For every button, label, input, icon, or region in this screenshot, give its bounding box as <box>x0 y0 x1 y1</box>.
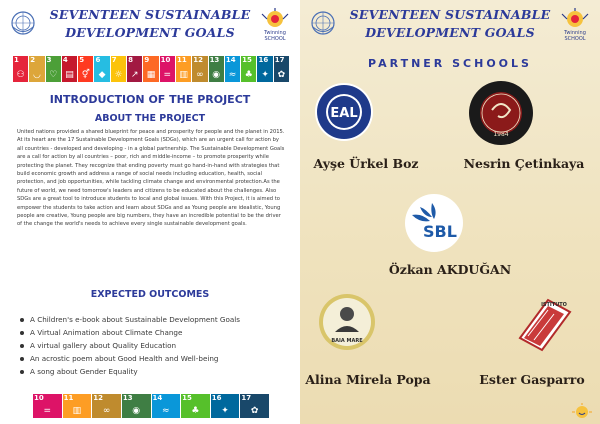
school2-logo-year: 1984 <box>493 131 509 138</box>
sdg-number: 4 <box>62 56 68 64</box>
heartbeat-icon: ♡ <box>49 70 58 80</box>
istituto-books-logo-icon <box>514 292 576 354</box>
list-item <box>20 352 290 365</box>
city-icon: ▥ <box>72 406 82 416</box>
etwinning-logo-icon <box>560 8 590 40</box>
sdg-number: 17 <box>241 394 252 402</box>
sdg-number: 17 <box>274 56 285 64</box>
partner-logo-caption: Twinning SCHOOL <box>264 30 286 42</box>
sdg-5-tile <box>78 56 93 82</box>
list-item <box>20 365 290 378</box>
sdg-number: 5 <box>79 56 85 64</box>
sdg-number: 10 <box>34 394 44 402</box>
outcomes-list <box>20 313 290 378</box>
school4-name: Alina Mirela Popa <box>305 372 431 387</box>
list-item <box>20 339 290 352</box>
outcome-text: A song about Gender Equality <box>30 367 138 376</box>
fish-icon: ≈ <box>228 70 237 80</box>
sdg-number: 11 <box>176 56 187 64</box>
sdg-number: 13 <box>209 56 220 64</box>
sbl-tulip-logo-icon <box>404 193 464 253</box>
cubes-icon: ▦ <box>146 70 156 80</box>
partner-logo-caption: Twinning SCHOOL <box>564 30 586 42</box>
romanian-school-crest-icon <box>318 292 376 352</box>
list-item <box>20 313 290 326</box>
sdg-4-tile <box>62 56 77 82</box>
sdg-15-tile <box>181 394 210 418</box>
gazi-anadolu-lisesi-crest-icon <box>468 80 534 146</box>
sdg-number: 15 <box>182 394 192 402</box>
sdg-number: 3 <box>46 56 52 64</box>
flower-ring-icon: ✿ <box>277 70 286 80</box>
sdg-number: 13 <box>122 394 133 402</box>
sdg-number: 8 <box>128 56 133 64</box>
sdg-icons-strip-bottom <box>33 394 269 418</box>
sdg-number: 12 <box>93 394 103 402</box>
sdg-3-tile <box>46 56 61 82</box>
page-header <box>300 6 600 46</box>
sdg-16-tile <box>257 56 272 82</box>
header-title-line2: DEVELOPMENT GOALS <box>65 25 235 40</box>
sdg-2-tile <box>29 56 44 82</box>
sdg-number: 9 <box>144 56 150 64</box>
un-emblem-icon <box>10 10 36 36</box>
fish-icon: ≈ <box>162 406 170 416</box>
bullet-icon <box>20 331 24 335</box>
bullet-icon <box>20 318 24 322</box>
header-title-line2: DEVELOPMENT GOALS <box>365 25 535 40</box>
sdg-15-tile <box>241 56 256 82</box>
sdg-number: 1 <box>14 56 19 64</box>
school3-logo-text: SBL <box>423 222 457 241</box>
bullet-icon <box>20 357 24 361</box>
list-item <box>20 326 290 339</box>
school3-name: Özkan AKDUĞAN <box>388 262 512 277</box>
growth-chart-icon: ↗ <box>130 70 139 80</box>
outcome-text: A Virtual Animation about Climate Change <box>30 328 183 337</box>
equal-icon: = <box>163 70 172 80</box>
intro-heading: INTRODUCTION OF THE PROJECT <box>49 93 251 106</box>
dove-icon: ✦ <box>261 70 269 80</box>
header-title-line1: SEVENTEEN SUSTAINABLE <box>49 7 251 22</box>
school4-logo-text: BAIA MARE <box>331 338 363 344</box>
sdg-6-tile <box>94 56 109 82</box>
bullet-icon <box>20 344 24 348</box>
sdg-16-tile <box>211 394 240 418</box>
header-title-line1: SEVENTEEN SUSTAINABLE <box>349 7 551 22</box>
sdg-icons-strip <box>13 56 289 82</box>
eye-globe-icon: ◉ <box>212 70 221 80</box>
school5-logo-text: ISTITUTO <box>541 302 567 308</box>
sdg-13-tile <box>209 56 224 82</box>
sdg-number: 12 <box>193 56 204 64</box>
book-icon: ▤ <box>65 70 74 80</box>
sdg-number: 15 <box>242 56 252 64</box>
sun-power-icon: ☼ <box>114 70 123 80</box>
un-emblem-icon <box>310 10 336 36</box>
page-header <box>0 6 300 46</box>
etwinning-logo-icon <box>260 8 290 40</box>
water-drop-icon: ◆ <box>98 70 106 80</box>
sdg-11-tile <box>63 394 92 418</box>
school5-name: Ester Gasparro <box>479 372 585 387</box>
infinity-icon: ∞ <box>102 406 111 416</box>
sdg-1-tile <box>13 56 28 82</box>
dove-icon: ✦ <box>221 406 229 416</box>
school1-name: Ayşe Ürkel Boz <box>313 156 419 171</box>
school1-logo-text: EAL <box>330 106 358 121</box>
city-icon: ▥ <box>179 70 188 80</box>
intro-paragraph: United nations provided a shared blueprint for peace and prosperity for people and the planet in 2015. At its heart are the 17 Sustainable Development Goals (SDGs), which are an urgent call for action by all countries - developed and developing - in a global partnership. The Sustainable Development Goals are a call for action by all countries – poor, rich and middle-income – to promote prosperity while protecting the planet. They recognize that ending poverty must go hand-in-hand with strategies that build economic growth and address a range of social needs including education, health, social protection, and job opportunities, while tackling climate change and environmental protection.As the future of world, we need tomorrow's leaders and citizens to be educated about the challenges. Also SDGs are a great tool to introduce students to local and global issues. With this Project, it is aimed to empower the students to take action and learn about SDGs and as Young people are idealistic, Young people are creative, Young people are big numbers, they have an incredible potential to be the driver of the change the world's needs to achieve every single sustainable development goals. <box>17 129 285 228</box>
sdg-number: 16 <box>211 394 222 402</box>
sdg-number: 16 <box>258 56 269 64</box>
sdg-13-tile <box>122 394 151 418</box>
tree-icon: ♣ <box>191 406 200 416</box>
eye-globe-icon: ◉ <box>132 406 141 416</box>
tree-icon: ♣ <box>244 70 253 80</box>
gender-icon: ⚥ <box>81 70 90 80</box>
sdg-12-tile <box>92 394 121 418</box>
sdg-11-tile <box>176 56 191 82</box>
sdg-7-tile <box>111 56 126 82</box>
sdg-number: 6 <box>95 56 101 64</box>
sdg-number: 14 <box>225 56 236 64</box>
sdg-number: 10 <box>160 56 171 64</box>
sdg-number: 2 <box>30 56 36 64</box>
sdg-14-tile <box>225 56 240 82</box>
sdg-8-tile <box>127 56 142 82</box>
outcome-text: A virtual gallery about Quality Education <box>30 341 177 350</box>
bullet-icon <box>20 370 24 374</box>
sdg-number: 14 <box>152 394 163 402</box>
outcome-text: A Children's e-book about Sustainable Development Goals <box>30 315 241 324</box>
sdg-17-tile <box>240 394 269 418</box>
infinity-icon: ∞ <box>196 70 204 80</box>
family-icon: ⚇ <box>16 70 25 80</box>
outcomes-heading: EXPECTED OUTCOMES <box>90 289 210 300</box>
right-page <box>300 0 600 424</box>
flower-ring-icon: ✿ <box>250 406 259 416</box>
partner-schools-heading: PARTNER SCHOOLS <box>368 57 532 70</box>
eskisehir-school-crest-icon <box>314 82 374 142</box>
smiling-sun-icon <box>570 402 594 420</box>
sdg-10-tile <box>33 394 62 418</box>
sdg-9-tile <box>143 56 158 82</box>
sdg-14-tile <box>152 394 181 418</box>
sdg-17-tile <box>274 56 289 82</box>
about-heading: ABOUT THE PROJECT <box>94 113 206 124</box>
outcome-text: An acrostic poem about Good Health and Well-being <box>30 354 219 363</box>
sdg-number: 7 <box>111 56 117 64</box>
school2-name: Nesrin Çetinkaya <box>463 156 585 171</box>
equal-icon: = <box>43 406 52 416</box>
sdg-10-tile <box>160 56 175 82</box>
sdg-12-tile <box>192 56 207 82</box>
sdg-number: 11 <box>63 394 74 402</box>
bowl-icon: ◡ <box>33 70 41 80</box>
